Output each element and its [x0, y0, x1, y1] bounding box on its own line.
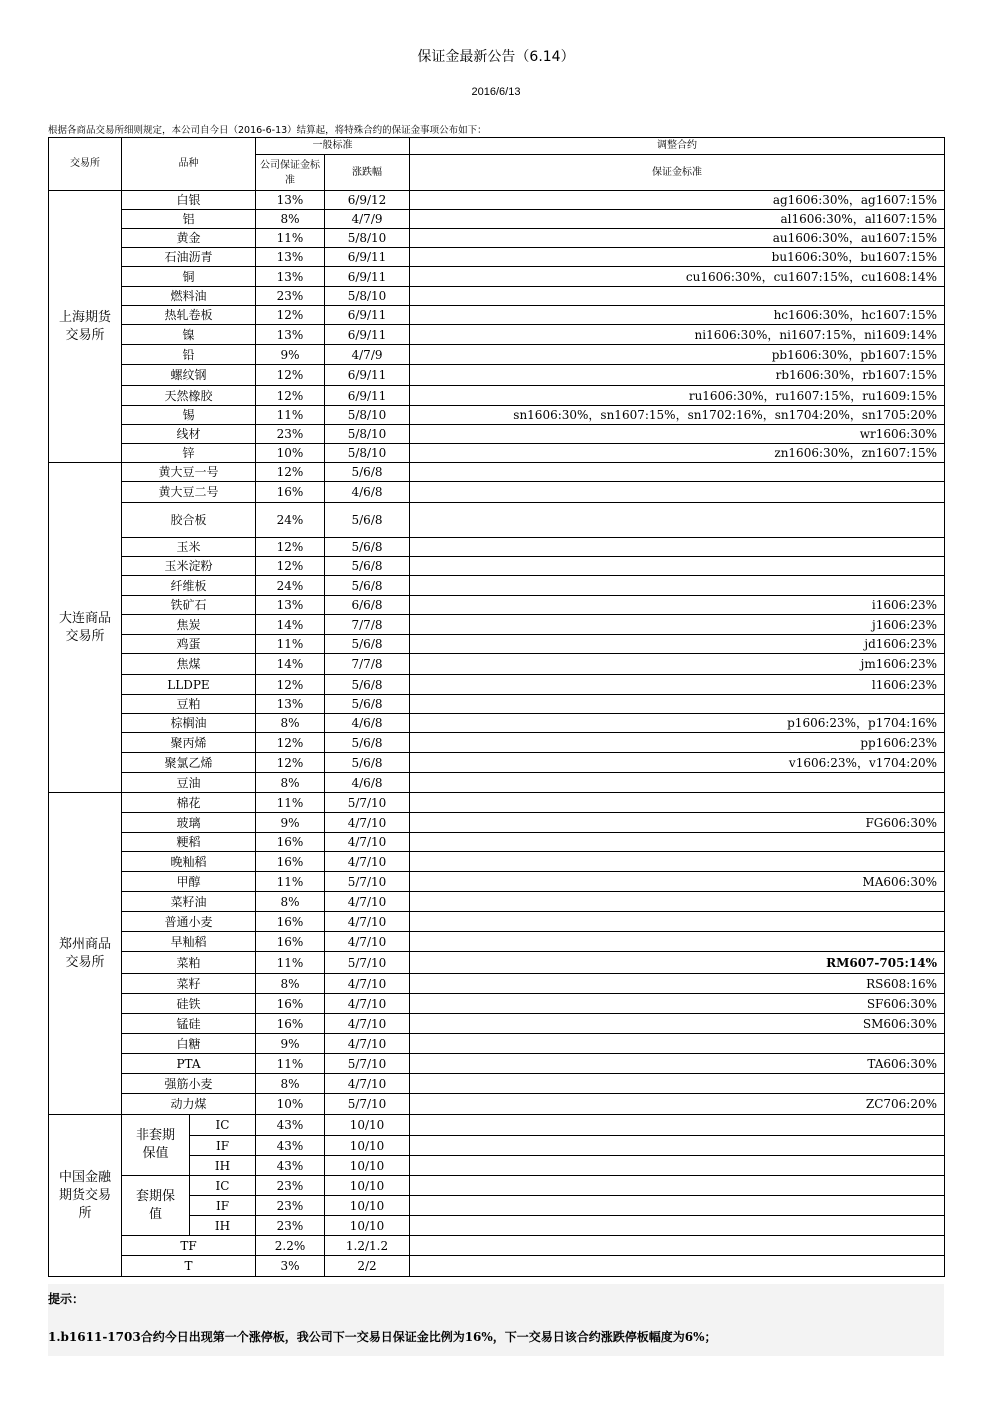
price-limit: 4/7/9: [325, 345, 410, 365]
header-adjusted: 调整合约: [410, 138, 945, 155]
price-limit: 4/7/10: [325, 912, 410, 932]
table-row: [49, 1034, 945, 1054]
price-limit: 2/2: [325, 1256, 410, 1277]
notes-hint: 提示：: [48, 1292, 85, 1306]
variety-name: 豆粕: [122, 695, 256, 714]
price-limit: 6/9/11: [325, 248, 410, 267]
variety-name: 菜籽油: [122, 892, 256, 912]
price-limit: 6/9/11: [325, 267, 410, 287]
price-limit: 5/8/10: [325, 406, 410, 425]
adjusted-contract: [410, 833, 945, 852]
table-row: [49, 425, 945, 444]
variety-name: PTA: [122, 1054, 256, 1074]
price-limit: 5/6/8: [325, 635, 410, 654]
adjusted-contract: bu1606:30%，bu1607:15%: [410, 248, 945, 267]
contract-code: IH: [190, 1156, 256, 1176]
variety-name: 动力煤: [122, 1094, 256, 1115]
price-limit: 5/7/10: [325, 872, 410, 892]
price-limit: 6/9/11: [325, 386, 410, 406]
adjusted-contract: RS608:16%: [410, 974, 945, 994]
company-margin: 2.2%: [256, 1236, 325, 1256]
company-margin: 23%: [256, 287, 325, 306]
table-row: [49, 1236, 945, 1256]
table-row: [49, 974, 945, 994]
table-row: [49, 325, 945, 345]
price-limit: 4/7/10: [325, 974, 410, 994]
table-row: [49, 733, 945, 753]
price-limit: 4/7/10: [325, 1074, 410, 1094]
adjusted-contract: [410, 892, 945, 912]
company-margin: 16%: [256, 932, 325, 952]
variety-name: 铝: [122, 210, 256, 229]
table-row: [49, 1094, 945, 1115]
company-margin: 24%: [256, 503, 325, 538]
price-limit: 4/7/10: [325, 1034, 410, 1054]
price-limit: 6/9/11: [325, 365, 410, 386]
variety-name: 黄金: [122, 229, 256, 248]
company-margin: 11%: [256, 635, 325, 654]
contract-code: IF: [190, 1136, 256, 1156]
adjusted-contract: p1606:23%，p1704:16%: [410, 714, 945, 733]
company-margin: 12%: [256, 753, 325, 773]
price-limit: 5/6/8: [325, 576, 410, 596]
company-margin: 43%: [256, 1136, 325, 1156]
price-limit: 4/7/10: [325, 1014, 410, 1034]
adjusted-contract: MA606:30%: [410, 872, 945, 892]
company-margin: 10%: [256, 444, 325, 463]
adjusted-contract: [410, 1216, 945, 1236]
company-margin: 16%: [256, 852, 325, 872]
variety-name: 锡: [122, 406, 256, 425]
notes-panel: [48, 1284, 944, 1356]
adjusted-contract: [410, 1256, 945, 1277]
contract-code: T: [122, 1256, 256, 1277]
adjusted-contract: FG606:30%: [410, 813, 945, 833]
price-limit: 10/10: [325, 1196, 410, 1216]
nonhedge-label: 非套期保值: [122, 1115, 190, 1176]
adjusted-contract: l1606:23%: [410, 675, 945, 695]
table-row: [49, 345, 945, 365]
variety-name: 玻璃: [122, 813, 256, 833]
table-row: [49, 892, 945, 912]
adjusted-contract: [410, 503, 945, 538]
price-limit: 6/9/12: [325, 191, 410, 210]
variety-name: 硅铁: [122, 994, 256, 1014]
variety-name: 强筋小麦: [122, 1074, 256, 1094]
variety-name: 菜籽: [122, 974, 256, 994]
company-margin: 11%: [256, 793, 325, 813]
header-exchange: 交易所: [49, 138, 122, 191]
adjusted-contract: wr1606:30%: [410, 425, 945, 444]
price-limit: 5/7/10: [325, 793, 410, 813]
company-margin: 43%: [256, 1156, 325, 1176]
variety-name: 菜粕: [122, 952, 256, 974]
exchange-dce: 大连商品交易所: [49, 463, 122, 793]
adjusted-contract: jd1606:23%: [410, 635, 945, 654]
adjusted-contract: SF606:30%: [410, 994, 945, 1014]
note-1: 1.b1611-1703合约今日出现第一个涨停板，我公司下一交易日保证金比例为16%，下一交易日该合约涨跌停板幅度为6%；: [48, 1330, 717, 1344]
table-row: [49, 793, 945, 813]
table-row: [49, 813, 945, 833]
variety-name: 豆油: [122, 773, 256, 793]
adjusted-contract: [410, 1156, 945, 1176]
table-row: [49, 654, 945, 675]
company-margin: 13%: [256, 267, 325, 287]
company-margin: 9%: [256, 813, 325, 833]
price-limit: 10/10: [325, 1136, 410, 1156]
company-margin: 12%: [256, 463, 325, 482]
adjusted-contract: [410, 852, 945, 872]
table-row: [49, 753, 945, 773]
table-row: [49, 503, 945, 538]
contract-code: IC: [190, 1115, 256, 1136]
header-general: 一般标准: [256, 138, 410, 155]
price-limit: 1.2/1.2: [325, 1236, 410, 1256]
adjusted-contract: [410, 287, 945, 306]
header-company-margin: 公司保证金标准: [256, 155, 325, 191]
company-margin: 8%: [256, 974, 325, 994]
adjusted-contract: [410, 912, 945, 932]
margin-table: [48, 137, 945, 1277]
table-row: [49, 675, 945, 695]
adjusted-contract: v1606:23%，v1704:20%: [410, 753, 945, 773]
adjusted-contract: [410, 1136, 945, 1156]
adjusted-contract: [410, 1236, 945, 1256]
exchange-shfe: 上海期货交易所: [49, 191, 122, 463]
variety-name: 焦炭: [122, 615, 256, 635]
variety-name: 锌: [122, 444, 256, 463]
adjusted-contract: zn1606:30%，zn1607:15%: [410, 444, 945, 463]
company-margin: 12%: [256, 365, 325, 386]
adjusted-contract: cu1606:30%，cu1607:15%，cu1608:14%: [410, 267, 945, 287]
price-limit: 4/6/8: [325, 773, 410, 793]
adjusted-contract: [410, 932, 945, 952]
variety-name: 锰硅: [122, 1014, 256, 1034]
company-margin: 12%: [256, 733, 325, 753]
table-row: [49, 576, 945, 596]
adjusted-contract: TA606:30%: [410, 1054, 945, 1074]
company-margin: 3%: [256, 1256, 325, 1277]
company-margin: 11%: [256, 1054, 325, 1074]
table-row: [49, 248, 945, 267]
variety-name: 铁矿石: [122, 596, 256, 615]
table-row: [49, 1256, 945, 1277]
intro-text: 根据各商品交易所细则规定，本公司自今日（2016-6-13）结算起，将特殊合约的保证金事项公布如下：: [48, 125, 487, 136]
contract-code: IC: [190, 1176, 256, 1196]
company-margin: 13%: [256, 325, 325, 345]
company-margin: 14%: [256, 654, 325, 675]
company-margin: 8%: [256, 773, 325, 793]
adjusted-contract: au1606:30%，au1607:15%: [410, 229, 945, 248]
variety-name: 甲醇: [122, 872, 256, 892]
table-row: [49, 287, 945, 306]
price-limit: 5/6/8: [325, 695, 410, 714]
price-limit: 5/6/8: [325, 733, 410, 753]
table-row: [49, 994, 945, 1014]
table-row: [49, 932, 945, 952]
variety-name: 聚丙烯: [122, 733, 256, 753]
price-limit: 5/7/10: [325, 1094, 410, 1115]
company-margin: 8%: [256, 210, 325, 229]
company-margin: 9%: [256, 1034, 325, 1054]
table-row: [49, 773, 945, 793]
adjusted-contract: [410, 695, 945, 714]
adjusted-contract: rb1606:30%，rb1607:15%: [410, 365, 945, 386]
variety-name: 白银: [122, 191, 256, 210]
table-row: [49, 1176, 945, 1196]
table-row: [49, 912, 945, 932]
table-row: [49, 463, 945, 482]
company-margin: 11%: [256, 229, 325, 248]
table-row: [49, 210, 945, 229]
company-margin: 24%: [256, 576, 325, 596]
adjusted-contract: SM606:30%: [410, 1014, 945, 1034]
variety-name: 热轧卷板: [122, 306, 256, 325]
adjusted-contract: [410, 793, 945, 813]
adjusted-contract: [410, 1034, 945, 1054]
price-limit: 5/7/10: [325, 952, 410, 974]
price-limit: 4/7/10: [325, 932, 410, 952]
price-limit: 10/10: [325, 1115, 410, 1136]
company-margin: 11%: [256, 952, 325, 974]
announcement-date: 2016/6/13: [471, 86, 521, 98]
variety-name: 黄大豆二号: [122, 482, 256, 503]
header-variety: 品种: [122, 138, 256, 191]
adjusted-contract: [410, 1115, 945, 1136]
adjusted-contract: hc1606:30%，hc1607:15%: [410, 306, 945, 325]
price-limit: 6/9/11: [325, 325, 410, 345]
company-margin: 12%: [256, 306, 325, 325]
company-margin: 13%: [256, 596, 325, 615]
price-limit: 4/7/9: [325, 210, 410, 229]
variety-name: 鸡蛋: [122, 635, 256, 654]
table-row: [49, 229, 945, 248]
hedge-label: 套期保值: [122, 1176, 190, 1236]
table-row: [49, 1074, 945, 1094]
table-row: [49, 872, 945, 892]
company-margin: 12%: [256, 538, 325, 557]
variety-name: 聚氯乙烯: [122, 753, 256, 773]
adjusted-contract: pp1606:23%: [410, 733, 945, 753]
adjusted-contract: [410, 773, 945, 793]
table-row: [49, 538, 945, 557]
price-limit: 5/8/10: [325, 444, 410, 463]
variety-name: 螺纹钢: [122, 365, 256, 386]
price-limit: 4/7/10: [325, 852, 410, 872]
variety-name: 铜: [122, 267, 256, 287]
variety-name: 棕榈油: [122, 714, 256, 733]
exchange-cffex: 中国金融期货交易所: [49, 1115, 122, 1277]
variety-name: 粳稻: [122, 833, 256, 852]
table-row: [49, 852, 945, 872]
company-margin: 10%: [256, 1094, 325, 1115]
adjusted-contract: [410, 1196, 945, 1216]
company-margin: 12%: [256, 675, 325, 695]
price-limit: 6/9/11: [325, 306, 410, 325]
exchange-czce: 郑州商品交易所: [49, 793, 122, 1115]
table-row: [49, 1054, 945, 1074]
table-row: [49, 267, 945, 287]
table-row: [49, 695, 945, 714]
adjusted-contract: ni1606:30%，ni1607:15%，ni1609:14%: [410, 325, 945, 345]
table-row: [49, 406, 945, 425]
price-limit: 7/7/8: [325, 615, 410, 635]
variety-name: 铅: [122, 345, 256, 365]
header-margin-standard: 保证金标准: [410, 155, 945, 191]
adjusted-contract: [410, 463, 945, 482]
adjusted-contract: [410, 576, 945, 596]
price-limit: 10/10: [325, 1176, 410, 1196]
table-row: [49, 1014, 945, 1034]
price-limit: 7/7/8: [325, 654, 410, 675]
adjusted-contract: j1606:23%: [410, 615, 945, 635]
company-margin: 12%: [256, 386, 325, 406]
company-margin: 23%: [256, 1196, 325, 1216]
company-margin: 12%: [256, 557, 325, 576]
table-row: [49, 482, 945, 503]
variety-name: 燃料油: [122, 287, 256, 306]
adjusted-contract: ru1606:30%，ru1607:15%，ru1609:15%: [410, 386, 945, 406]
company-margin: 8%: [256, 1074, 325, 1094]
adjusted-contract: [410, 1176, 945, 1196]
company-margin: 16%: [256, 833, 325, 852]
variety-name: 胶合板: [122, 503, 256, 538]
variety-name: 普通小麦: [122, 912, 256, 932]
company-margin: 13%: [256, 191, 325, 210]
variety-name: 晚籼稻: [122, 852, 256, 872]
variety-name: 天然橡胶: [122, 386, 256, 406]
variety-name: 棉花: [122, 793, 256, 813]
table-row: [49, 306, 945, 325]
company-margin: 16%: [256, 912, 325, 932]
company-margin: 23%: [256, 1216, 325, 1236]
adjusted-contract: [410, 482, 945, 503]
table-row: [49, 191, 945, 210]
company-margin: 14%: [256, 615, 325, 635]
variety-name: 白糖: [122, 1034, 256, 1054]
variety-name: 焦煤: [122, 654, 256, 675]
header-limit: 涨跌幅: [325, 155, 410, 191]
price-limit: 5/8/10: [325, 425, 410, 444]
adjusted-contract: RM607-705:14%: [410, 952, 945, 974]
variety-name: 镍: [122, 325, 256, 345]
price-limit: 5/7/10: [325, 1054, 410, 1074]
contract-code: IH: [190, 1216, 256, 1236]
variety-name: 纤维板: [122, 576, 256, 596]
variety-name: 玉米淀粉: [122, 557, 256, 576]
price-limit: 4/7/10: [325, 833, 410, 852]
company-margin: 9%: [256, 345, 325, 365]
table-row: [49, 952, 945, 974]
price-limit: 5/6/8: [325, 557, 410, 576]
variety-name: 早籼稻: [122, 932, 256, 952]
company-margin: 16%: [256, 994, 325, 1014]
adjusted-contract: jm1606:23%: [410, 654, 945, 675]
price-limit: 4/7/10: [325, 813, 410, 833]
company-margin: 23%: [256, 425, 325, 444]
adjusted-contract: i1606:23%: [410, 596, 945, 615]
price-limit: 4/6/8: [325, 714, 410, 733]
table-row: [49, 833, 945, 852]
table-row: [49, 1115, 945, 1136]
adjusted-contract: ag1606:30%，ag1607:15%: [410, 191, 945, 210]
price-limit: 4/7/10: [325, 994, 410, 1014]
variety-name: 玉米: [122, 538, 256, 557]
price-limit: 6/6/8: [325, 596, 410, 615]
price-limit: 4/6/8: [325, 482, 410, 503]
price-limit: 10/10: [325, 1216, 410, 1236]
price-limit: 5/6/8: [325, 503, 410, 538]
table-row: [49, 444, 945, 463]
price-limit: 5/6/8: [325, 463, 410, 482]
variety-name: 黄大豆一号: [122, 463, 256, 482]
company-margin: 8%: [256, 892, 325, 912]
table-row: [49, 635, 945, 654]
company-margin: 8%: [256, 714, 325, 733]
page-title: 保证金最新公告（6.14）: [417, 49, 575, 65]
table-row: [49, 386, 945, 406]
price-limit: 5/6/8: [325, 753, 410, 773]
company-margin: 16%: [256, 482, 325, 503]
company-margin: 23%: [256, 1176, 325, 1196]
table-row: [49, 596, 945, 615]
company-margin: 16%: [256, 1014, 325, 1034]
adjusted-contract: [410, 557, 945, 576]
adjusted-contract: [410, 538, 945, 557]
variety-name: LLDPE: [122, 675, 256, 695]
contract-code: IF: [190, 1196, 256, 1216]
company-margin: 43%: [256, 1115, 325, 1136]
table-row: [49, 714, 945, 733]
company-margin: 11%: [256, 406, 325, 425]
price-limit: 5/6/8: [325, 675, 410, 695]
contract-code: TF: [122, 1236, 256, 1256]
table-row: [49, 615, 945, 635]
price-limit: 5/8/10: [325, 287, 410, 306]
adjusted-contract: [410, 1074, 945, 1094]
adjusted-contract: ZC706:20%: [410, 1094, 945, 1115]
company-margin: 11%: [256, 872, 325, 892]
adjusted-contract: pb1606:30%，pb1607:15%: [410, 345, 945, 365]
variety-name: 石油沥青: [122, 248, 256, 267]
adjusted-contract: sn1606:30%，sn1607:15%，sn1702:16%，sn1704:20%，sn1705:20%: [410, 406, 945, 425]
price-limit: 5/6/8: [325, 538, 410, 557]
table-row: [49, 365, 945, 386]
variety-name: 线材: [122, 425, 256, 444]
company-margin: 13%: [256, 695, 325, 714]
price-limit: 4/7/10: [325, 892, 410, 912]
price-limit: 5/8/10: [325, 229, 410, 248]
table-row: [49, 557, 945, 576]
company-margin: 13%: [256, 248, 325, 267]
adjusted-contract: al1606:30%，al1607:15%: [410, 210, 945, 229]
price-limit: 10/10: [325, 1156, 410, 1176]
